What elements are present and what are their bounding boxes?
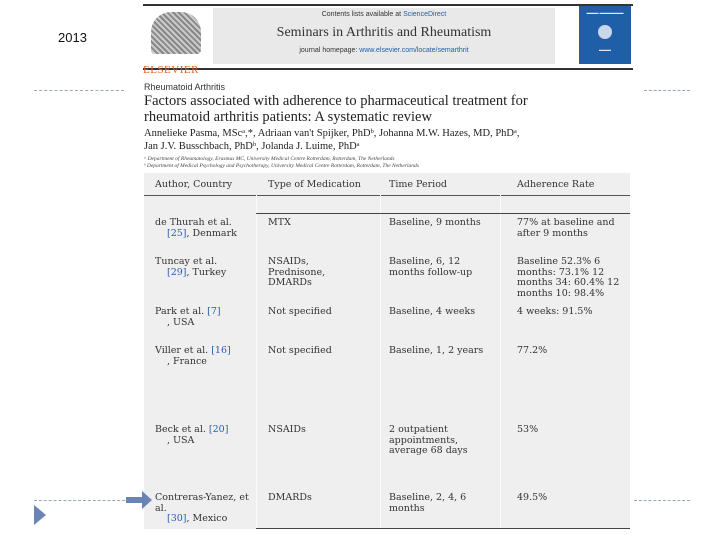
- column-separator: [380, 195, 381, 529]
- row-author: [155, 425, 255, 436]
- table-row: [155, 425, 255, 446]
- row-reference-link[interactable]: [29]: [167, 266, 187, 278]
- slide-divider-bottom-left: [34, 500, 130, 501]
- row-reference-link[interactable]: [30]: [167, 513, 187, 524]
- row-period: Baseline, 9 months: [389, 217, 481, 228]
- row-author-name: Viller et al.: [155, 345, 209, 356]
- row-reference-link[interactable]: [25]: [167, 227, 187, 239]
- adherence-table: [144, 173, 630, 529]
- authors-line-2: Jan J.V. Busschbach, PhDᵇ, Jolanda J. Luime, PhDᵃ: [144, 140, 360, 152]
- row-reference-link[interactable]: [20]: [208, 424, 229, 435]
- journal-header: [143, 4, 633, 76]
- row-rate: 77.2%: [517, 345, 548, 356]
- row-author: de Thurah et al.: [155, 217, 232, 228]
- article-authors: [144, 128, 564, 153]
- row-ref-country: [155, 514, 255, 525]
- row-country: , USA: [167, 434, 195, 446]
- row-rate: 4 weeks: 91.5%: [517, 306, 593, 317]
- table-row-rule: [256, 528, 630, 529]
- arrow-head: [142, 491, 152, 509]
- table-row: [155, 218, 255, 239]
- row-rate: Baseline 52.3% 6 months: 73.1% 12 months 34: 60.4% 12 months 10: 98.4%: [517, 256, 620, 299]
- cover-text-top: ▬▬▬ ▬▬▬▬▬▬: [586, 10, 624, 15]
- elsevier-logo: [143, 8, 211, 76]
- table-row-rule: [256, 213, 630, 214]
- table-row: [155, 307, 255, 328]
- row-rate: 77% at baseline and after 9 months: [517, 217, 615, 239]
- table-row: [155, 493, 255, 525]
- slide-divider-left: [34, 90, 124, 91]
- article-section: Rheumatoid Arthritis: [144, 82, 226, 92]
- header-medication: Type of Medication: [268, 179, 361, 190]
- row-period: Baseline, 1, 2 years: [389, 345, 484, 356]
- row-rate: 53%: [517, 424, 539, 435]
- row-country: , Mexico: [186, 513, 228, 524]
- row-country: , Denmark: [186, 227, 237, 239]
- slide-nav-triangle-icon[interactable]: [34, 505, 46, 525]
- header-period: Time Period: [389, 179, 447, 190]
- table-header: [144, 173, 630, 196]
- contents-line: [213, 11, 555, 18]
- row-country: , Turkey: [186, 266, 227, 278]
- row-reference-link[interactable]: [16]: [211, 345, 231, 356]
- row-country: , USA: [167, 316, 195, 328]
- row-ref-country: [155, 229, 255, 240]
- row-ref-country: [155, 268, 255, 279]
- row-medication: DMARDs: [268, 492, 312, 503]
- row-rate: 49.5%: [517, 492, 548, 503]
- column-separator: [500, 195, 501, 529]
- row-period: Baseline, 2, 4, 6 months: [389, 492, 467, 514]
- journal-banner: [213, 8, 555, 64]
- homepage-link[interactable]: www.elsevier.com/locate/semarthrit: [359, 47, 469, 54]
- row-medication: NSAIDs: [268, 424, 306, 435]
- article-affiliations: [144, 156, 574, 170]
- row-reference-link[interactable]: [7]: [207, 306, 221, 317]
- publisher-name: ELSEVIER: [143, 64, 199, 76]
- row-author: Tuncay et al.: [155, 256, 218, 267]
- affiliation-b: ᵇ Department of Medical Psychology and Psychotherapy, University Medical Centre Rotterdam, Rotterdam, The Netherlands: [144, 163, 419, 169]
- homepage-line: [213, 47, 555, 54]
- journal-cover-image: [579, 6, 631, 64]
- row-author-name: Beck et al.: [155, 424, 206, 435]
- row-medication: MTX: [268, 217, 291, 228]
- row-period: 2 outpatient appointments, average 68 days: [389, 424, 468, 456]
- row-medication: Not specified: [268, 306, 332, 317]
- slide-divider-bottom-right: [634, 500, 690, 501]
- slide-year: 2013: [58, 30, 87, 45]
- contents-prefix: Contents lists available at: [321, 11, 404, 18]
- row-medication: NSAIDs, Prednisone, DMARDs: [268, 256, 326, 288]
- column-separator: [256, 195, 257, 529]
- slide-divider-right: [644, 90, 690, 91]
- row-medication: Not specified: [268, 345, 332, 356]
- journal-title: Seminars in Arthritis and Rheumatism: [276, 25, 492, 40]
- homepage-prefix: journal homepage:: [299, 47, 360, 54]
- elsevier-tree-icon: [151, 12, 201, 54]
- table-row: [155, 346, 255, 367]
- sciencedirect-link[interactable]: ScienceDirect: [403, 11, 447, 18]
- table-row: [155, 257, 255, 278]
- row-period: Baseline, 4 weeks: [389, 306, 476, 317]
- row-period: Baseline, 6, 12 months follow-up: [389, 256, 473, 278]
- cover-text-bottom: ▬▬▬: [599, 47, 611, 52]
- row-author: [155, 307, 255, 318]
- row-author-name: Park et al.: [155, 306, 205, 317]
- affiliation-a: ᵃ Department of Rheumatology, Erasmus MC, University Medical Centre Rotterdam, Rotterdam, The Netherlands: [144, 156, 395, 162]
- authors-line-1: Annelieke Pasma, MScᵃ,*, Adriaan van't Spijker, PhDᵇ, Johanna M.W. Hazes, MD, PhDᵃ,: [144, 128, 520, 139]
- cover-seal-icon: [598, 25, 612, 39]
- header-rate: Adherence Rate: [517, 179, 595, 190]
- header-author: Author, Country: [155, 179, 233, 190]
- article-title: Factors associated with adherence to pharmaceutical treatment for rheumatoid arthritis patients: A systematic review: [144, 93, 528, 125]
- row-author: Contreras-Yanez, et al.: [155, 492, 249, 514]
- row-author: [155, 346, 255, 357]
- row-country: , France: [167, 355, 207, 367]
